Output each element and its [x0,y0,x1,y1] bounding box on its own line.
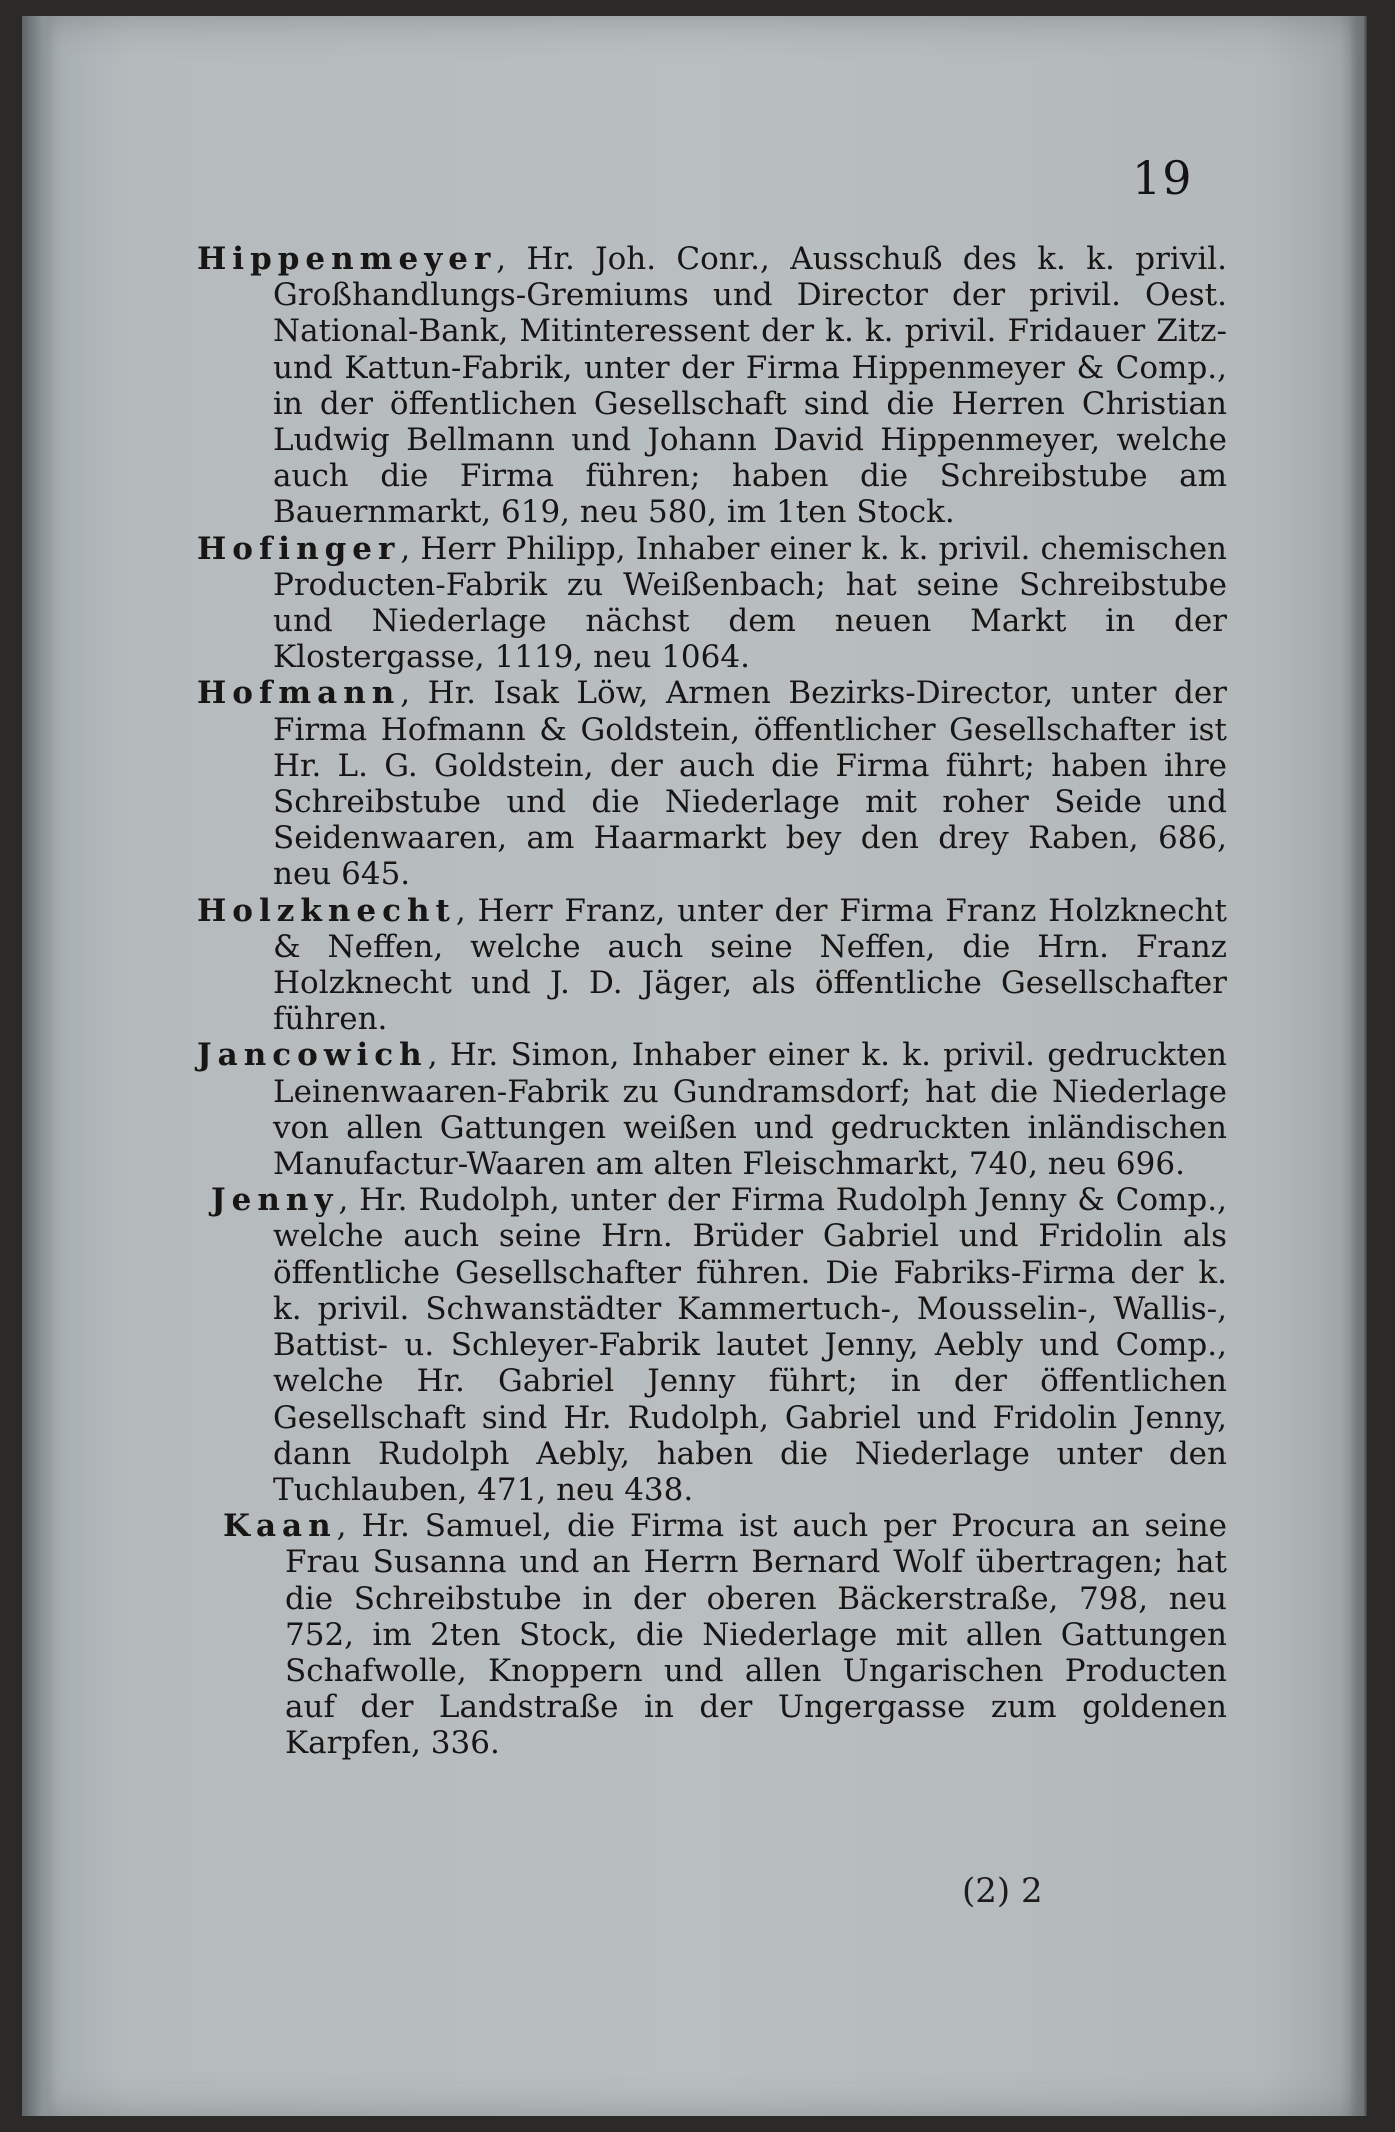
entry-name: Hofmann [197,675,401,712]
entry-text: , Hr. Rudolph, unter der Firma Rudolph Jenny & Comp., welche auch seine Hrn. Brüder Gabriel und Fridolin als öffentliche Gesellschafter führen. Die Fabriks-Firma der k. k. privil. Schwanstädter Kammertuch-, Mousselin-, Wallis-, Battist- u. Schleyer-Fabrik lautet Jenny, Aebly und Comp., welche Hr. Gabriel Jenny führt; in der öffentlichen Gesellschaft sind Hr. Rudolph, Gabriel und Fridolin Jenny, dann Rudolph Aebly, haben die Niederlage unter den Tuchlauben, 471, neu 438. [273,1182,1227,1508]
directory-entry [211,1182,1227,1508]
page-edge [1349,16,1367,2116]
directory-entries [197,241,1227,1762]
page-gutter [22,16,56,2116]
entry-text: , Hr. Simon, Inhaber einer k. k. privil. gedruckten Leinenwaaren-Fabrik zu Gundramsdorf; hat die Niederlage von allen Gattungen weißen und gedruckten inländischen Manufactur-Waaren am alten Fleischmarkt, 740, neu 696. [273,1037,1227,1183]
directory-entry [197,241,1227,531]
entry-text: , Herr Franz, unter der Firma Franz Holzknecht & Neffen, welche auch seine Neffen, die Hrn. Franz Holzknecht und J. D. Jäger, als öffentliche Gesellschafter führen. [273,892,1227,1038]
entry-name: Jancowich [197,1037,428,1074]
entry-text: , Hr. Samuel, die Firma ist auch per Procura an seine Frau Susanna und an Herrn Bernard Wolf übertragen; hat die Schreibstube in der oberen Bäckerstraße, 798, neu 752, im 2ten Stock, die Niederlage mit allen Gattungen Schafwolle, Knoppern und allen Ungarischen Producten auf der Landstraße in der Ungergasse zum goldenen Karpfen, 336. [285,1508,1227,1762]
entry-text: , Herr Philipp, Inhaber einer k. k. privil. chemischen Producten-Fabrik zu Weißenbach; hat seine Schreibstube und Niederlage nächst dem neuen Markt in der Klostergasse, 1119, neu 1064. [273,530,1227,676]
printer-signature-mark: (2) 2 [962,1871,1043,1911]
entry-name: Kaan [223,1508,337,1545]
entry-name: Jenny [211,1182,339,1219]
book-page [22,16,1367,2116]
directory-entry [197,1037,1227,1182]
entry-text: , Hr. Isak Löw, Armen Bezirks-Director, unter der Firma Hofmann & Goldstein, öffentlicher Gesellschafter ist Hr. L. G. Goldstein, der auch die Firma führt; haben ihre Schreibstube und die Niederlage mit roher Seide und Seidenwaaren, am Haarmarkt bey den drey Raben, 686, neu 645. [273,675,1227,893]
directory-entry [197,675,1227,892]
entry-name: Hippenmeyer [197,241,497,277]
page-number: 19 [1132,151,1193,205]
directory-entry [197,893,1227,1038]
directory-entry [223,1508,1227,1761]
entry-name: Holzknecht [197,892,456,929]
entry-text: , Hr. Joh. Conr., Ausschuß des k. k. privil. Großhandlungs-Gremiums und Director der privil. Oest. National-Bank, Mitinteressent der k. k. privil. Fridauer Zitz- und Kattun-Fabrik, unter der Firma Hippenmeyer & Comp., in der öffentlichen Gesellschaft sind die Herren Christian Ludwig Bellmann und Johann David Hippenmeyer, welche auch die Firma führen; haben die Schreibstube am Bauernmarkt, 619, neu 580, im 1ten Stock. [273,241,1227,531]
entry-name: Hofinger [197,530,401,567]
directory-entry [197,531,1227,676]
